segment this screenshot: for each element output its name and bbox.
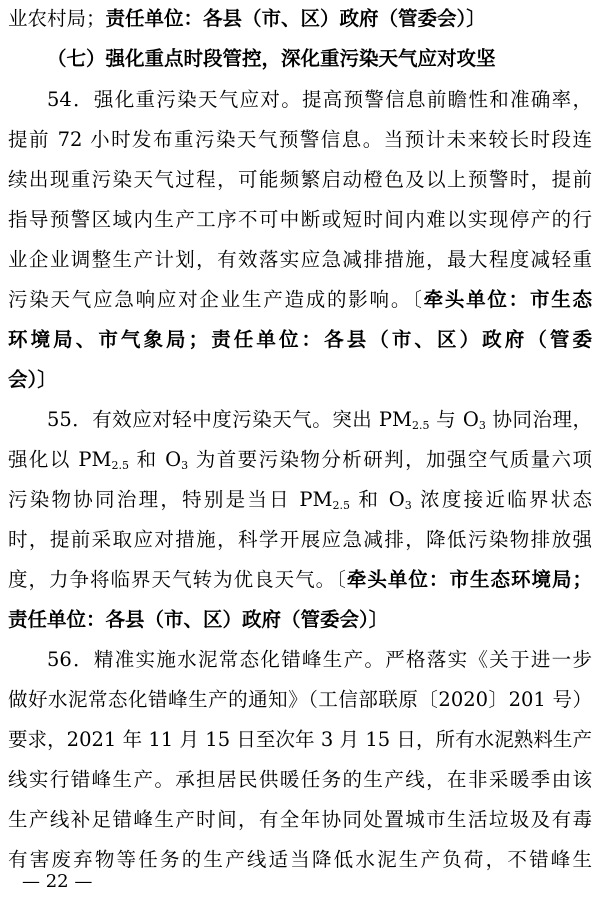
text-line: [8, 484, 592, 516]
text-line: [8, 204, 592, 236]
text-line: [8, 764, 592, 796]
text-segment: 业农村局；: [8, 7, 106, 30]
text-segment: 度，力争将临界天气转为优良天气。〔: [8, 568, 347, 591]
text-line: [8, 724, 592, 756]
text-segment: 污染天气应急响应对企业生产造成的影响。〔: [8, 288, 424, 311]
text-line: [8, 564, 592, 596]
bold-text-segment: （七）强化重点时段管控，深化重污染天气应对攻坚: [47, 47, 496, 70]
text-line: [8, 524, 592, 556]
text-line: [8, 284, 592, 316]
text-segment: 协同治理，: [485, 408, 592, 431]
text-line: [8, 684, 592, 716]
bold-text-segment: 牵头单位：市生态环境局；: [346, 568, 592, 591]
subscript: 2.5: [411, 419, 430, 432]
text-line: [8, 3, 592, 35]
text-line: [47, 644, 592, 676]
text-line: [8, 604, 592, 636]
text-segment: 为首要污染物分析研判，加强空气质量六项: [188, 448, 592, 471]
text-segment: 提前 72 小时发布重污染天气预警信息。当预计未来较长时段连: [8, 128, 592, 151]
text-line: [8, 444, 592, 476]
text-line: [8, 164, 592, 196]
text-segment: 污染物协同治理，特别是当日 PM: [8, 488, 333, 511]
subscript: 3: [404, 499, 412, 512]
bold-text-segment: 责任单位：各县（市、区）政府（管委会）〕: [8, 608, 389, 631]
text-segment: 56．精准实施水泥常态化错峰生产。严格落实《关于进一步: [47, 648, 592, 671]
text-line: [8, 324, 592, 356]
text-segment: 续出现重污染天气过程，可能频繁启动橙色及以上预警时，提前: [8, 168, 592, 191]
text-segment: 和 O: [129, 448, 182, 471]
text-line: [47, 404, 592, 436]
text-segment: 浓度接近临界状态: [411, 488, 593, 511]
text-line: [47, 84, 592, 116]
text-line: [8, 844, 592, 876]
text-segment: 时，提前采取应对措施，科学开展应急减排，降低污染物排放强: [8, 528, 592, 551]
text-line: [8, 124, 592, 156]
bold-text-segment: 牵头单位：市生态: [423, 288, 592, 311]
text-segment: 指导预警区域内生产工序不可中断或短时间内难以实现停产的行: [8, 208, 592, 231]
text-segment: 强化以 PM: [8, 448, 112, 471]
bold-text-segment: 环境局、市气象局；责任单位：各县（市、区）政府（管委: [8, 328, 592, 351]
text-line: [8, 364, 592, 396]
text-segment: 做好水泥常态化错峰生产的通知》（工信部联原〔2020〕201 号）: [8, 688, 592, 711]
subscript: 2.5: [332, 499, 350, 512]
subscript: 3: [478, 419, 486, 432]
text-segment: 线实行错峰生产。承担居民供暖任务的生产线，在非采暖季由该: [8, 768, 592, 791]
page-number: — 22 —: [22, 871, 93, 892]
text-segment: 要求，2021 年 11 月 15 日至次年 3 月 15 日，所有水泥熟料生产: [8, 728, 592, 751]
text-segment: 业企业调整生产计划，有效落实应急减排措施，最大程度减轻重: [8, 248, 592, 271]
bold-text-segment: 责任单位：各县（市、区）政府（管委会）〕: [105, 7, 486, 30]
text-line: [8, 804, 592, 836]
subscript: 3: [181, 459, 189, 472]
bold-text-segment: 会）〕: [8, 368, 57, 391]
text-segment: 和 O: [350, 488, 405, 511]
text-segment: 有害废弃物等任务的生产线适当降低水泥生产负荷，不错峰生: [8, 848, 592, 871]
section-heading: [47, 43, 592, 75]
text-segment: 55．有效应对轻中度污染天气。突出 PM: [47, 408, 412, 431]
text-segment: 54．强化重污染天气应对。提高预警信息前瞻性和准确率，: [47, 88, 592, 111]
text-line: [8, 244, 592, 276]
text-segment: 生产线补足错峰生产时间，有全年协同处置城市生活垃圾及有毒: [8, 808, 592, 831]
text-segment: 与 O: [429, 408, 479, 431]
subscript: 2.5: [111, 459, 129, 472]
